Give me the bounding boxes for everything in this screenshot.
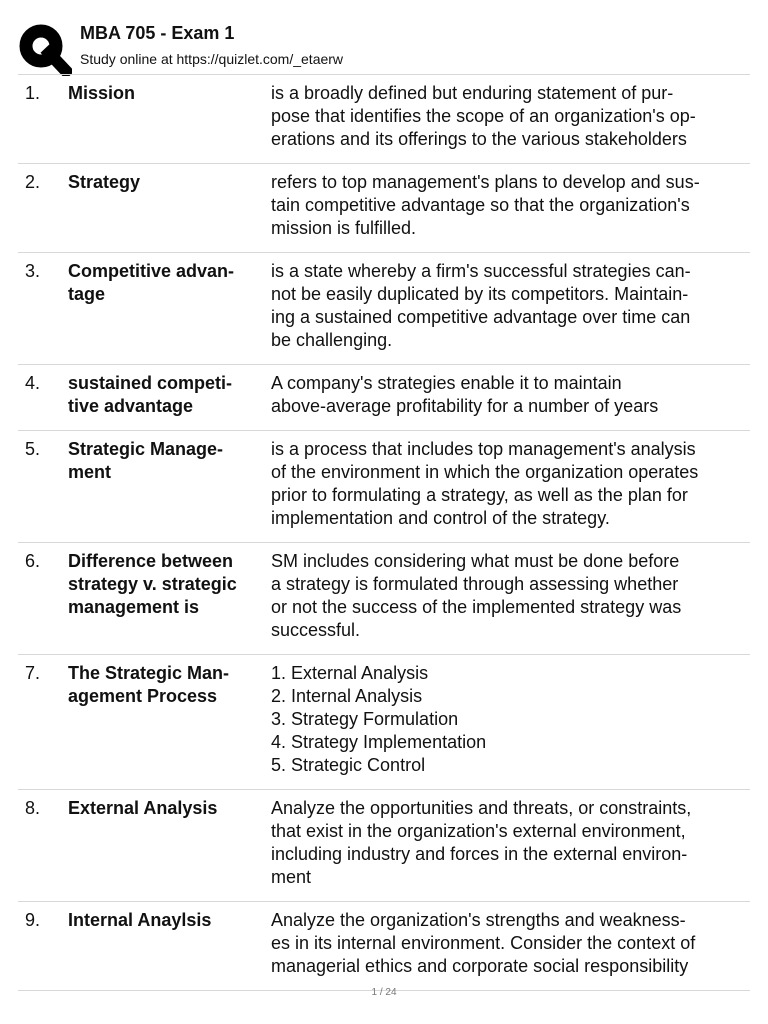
definition: Analyze the organization's strengths and weakness- es in its internal environment. Consider the context of managerial ethics and corporate social responsibility [271,910,696,976]
definition: is a process that includes top management's analysis of the environment in which the organization operates prior to formulating a strategy, as well as the plan for implementation and control of the strategy. [271,439,699,528]
study-online-url: Study online at https://quizlet.com/_etaerw [80,51,344,67]
document-header [18,18,748,74]
definition: A company's strategies enable it to maintain above-average profitability for a number of years [271,373,659,416]
row-number: 6. [25,551,41,571]
definition: is a broadly defined but enduring statement of pur- pose that identifies the scope of an organization's op- erations and its offerings to the various stakeholders [271,83,696,149]
definition: refers to top management's plans to develop and sus- tain competitive advantage so that the organization's mission is fulfilled. [271,172,700,238]
row-number: 1. [25,83,41,103]
table-row [18,902,750,991]
table-row [18,655,750,790]
term: Difference between strategy v. strategic management is [68,551,237,617]
table-row [18,431,750,543]
term: sustained competi- tive advantage [68,373,233,416]
table-row [18,365,750,431]
definition: 1. External Analysis 2. Internal Analysis 3. Strategy Formulation 4. Strategy Implementation 5. Strategic Control [271,663,487,775]
row-number: 7. [25,663,41,683]
definition: is a state whereby a firm's successful strategies can- not be easily duplicated by its competitors. Maintain- ing a sustained competitive advantage over time can be challenging. [271,261,691,350]
row-number: 5. [25,439,41,459]
term: Mission [68,83,136,103]
table-row [18,543,750,655]
row-number: 3. [25,261,41,281]
definition: SM includes considering what must be done before a strategy is formulated through assessing whether or not the success of the implemented strategy was successful. [271,551,682,640]
term: Strategy [68,172,141,192]
row-number: 2. [25,172,41,192]
quizlet-q-logo-icon [18,22,72,76]
term: External Analysis [68,798,218,818]
table-row [18,75,750,164]
row-number: 9. [25,910,41,930]
term: Internal Anaylsis [68,910,212,930]
definition: Analyze the opportunities and threats, or constraints, that exist in the organization's external environment, including industry and forces in the external environ- ment [271,798,692,887]
term: Competitive advan- tage [68,261,235,304]
table-row [18,164,750,253]
term: Strategic Manage- ment [68,439,224,482]
term-definition-list [18,74,750,991]
table-row [18,253,750,365]
page-number: 1 / 24 [371,987,397,998]
row-number: 4. [25,373,41,393]
row-number: 8. [25,798,41,818]
page-title: MBA 705 - Exam 1 [80,23,235,43]
table-row [18,790,750,902]
term: The Strategic Man- agement Process [68,663,230,706]
